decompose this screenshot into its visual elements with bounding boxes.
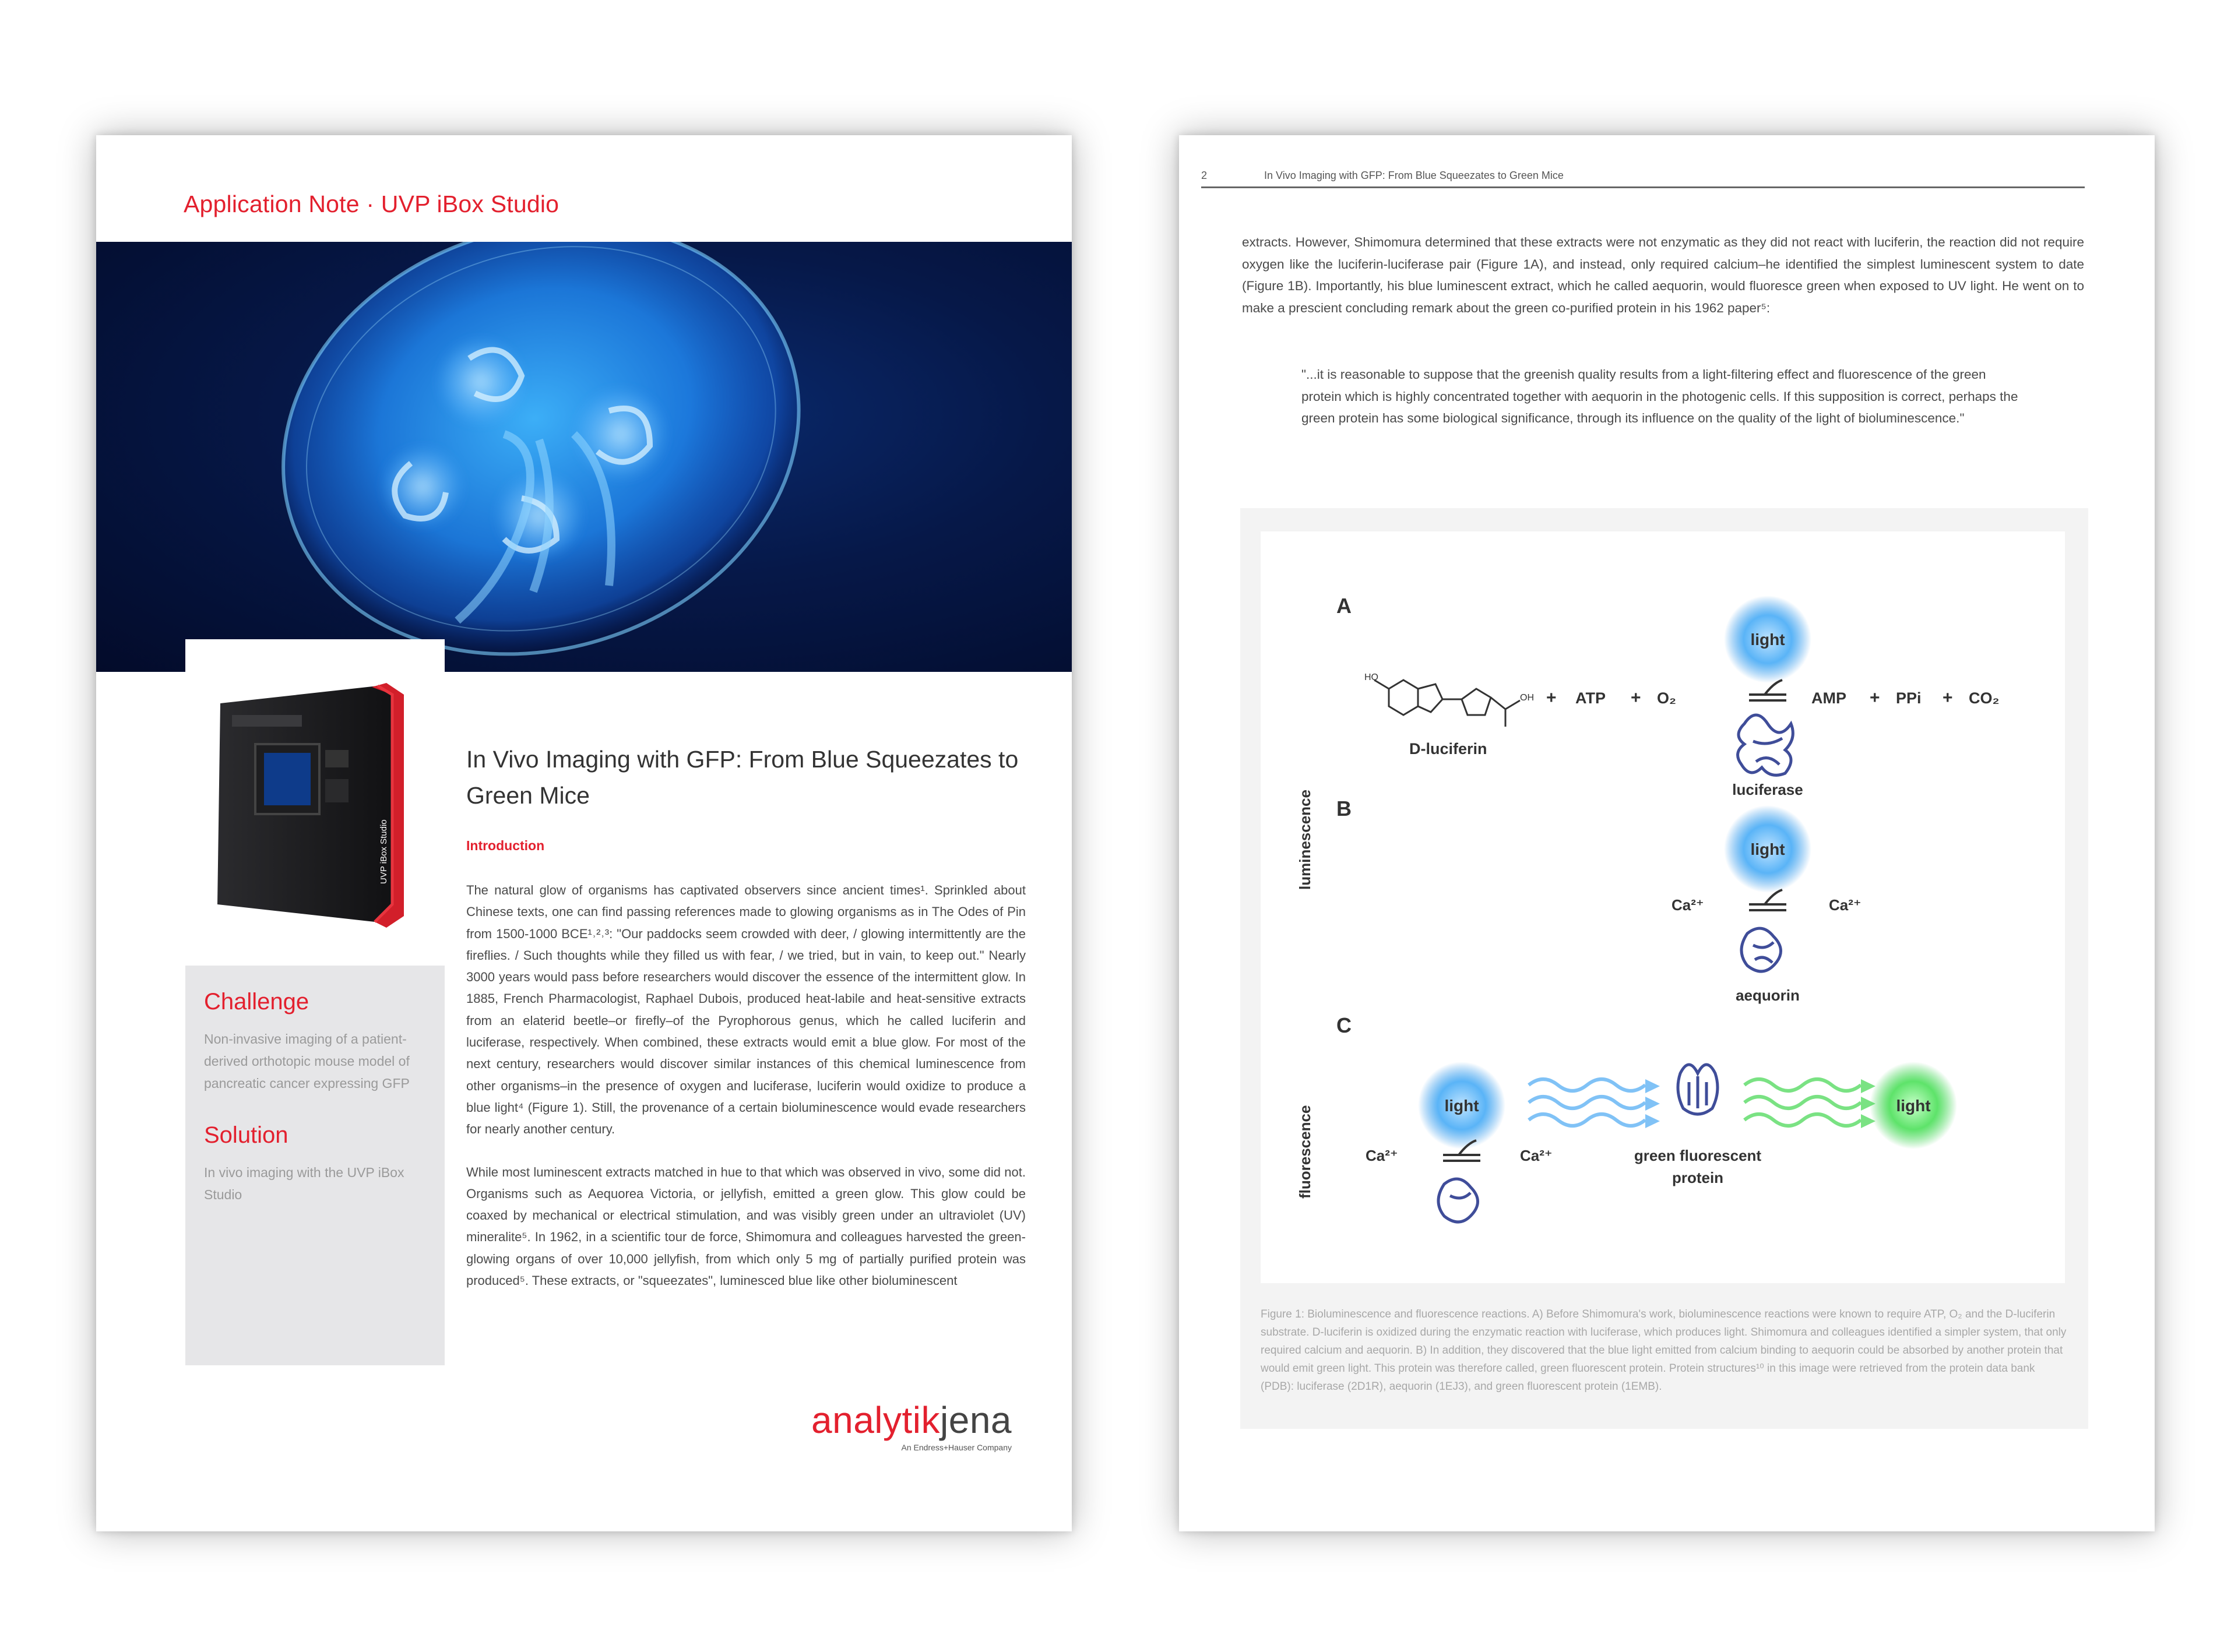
light-label: light	[1750, 840, 1785, 858]
jellyfish-hero-image	[96, 242, 1072, 672]
calcium-label: Ca²⁺	[1520, 1147, 1553, 1164]
ho-label: HO	[1364, 672, 1378, 682]
figure-1-caption: Figure 1: Bioluminescence and fluorescence reactions. A) Before Shimomura's work, bioluminescence reactions were known to require ATP, O₂ and the D-luciferin substrate. D-luciferin is oxidized during the enzymatic reaction with luciferase, which produces light. Shimomura and colleagues identified a simpler system, that only required calcium and aequorin. B) In addition, they discovered that the blue light emitted from calcium binding to aequorin could be absorbed by another protein that would emit green light. This protein was therefore called, green fluorescent protein. Protein structures¹⁰ in this image were retrieved from the protein data bank (PDB): luciferase (2D1R), aequorin (1EJ3), and green fluorescent protein (1EMB).	[1261, 1308, 2067, 1393]
logo-jena: jena	[940, 1399, 1012, 1441]
jellyfish-illustration	[96, 242, 1072, 672]
panel-a-label: A	[1336, 594, 1352, 618]
article-body	[466, 741, 1026, 1312]
logo-analytik: analytik	[811, 1399, 940, 1441]
plus-sign: +	[1631, 688, 1641, 707]
uvp-ibox-product-photo	[185, 639, 445, 966]
solution-text: In vivo imaging with the UVP iBox Studio	[204, 1165, 404, 1202]
reaction-arrow-icon	[1749, 890, 1786, 910]
plus-sign: +	[1943, 688, 1953, 707]
ppi-label: PPi	[1896, 689, 1922, 707]
analytik-jena-logo	[811, 1400, 1012, 1452]
figure-1	[1240, 508, 2088, 1429]
product-side-label: UVP iBox Studio	[379, 819, 389, 884]
luciferase-protein-icon	[1738, 715, 1793, 775]
logo-tagline: An Endress+Hauser Company	[901, 1443, 1012, 1452]
gfp-protein-icon	[1678, 1065, 1718, 1114]
light-label: light	[1896, 1097, 1931, 1115]
d-luciferin-label: D-luciferin	[1409, 740, 1487, 758]
calcium-label: Ca²⁺	[1829, 896, 1862, 914]
document-page-1	[96, 135, 1072, 1531]
d-luciferin-structure-icon	[1374, 680, 1520, 727]
co2-label: CO₂	[1969, 689, 2000, 707]
intro-paragraph-2: While most luminescent extracts matched in hue to that which was observed in vivo, some did not. Organisms such as Aequorea Victoria, or jellyfish, emitted a green glow. This glow could be coaxed by mechanical or electrical stimulation, and was visibly green under an ultraviolet (UV) mineralite⁵. In 1962, in a scientific tour de force, Shimomura and colleagues harvested the green-glowing organs of over 10,000 jellyfish, from which only 5 mg of partially purified protein was produced⁵. These extracts, or "squeezates", luminesced blue like other bioluminescent	[466, 1164, 1026, 1288]
challenge-heading: Challenge	[204, 989, 309, 1015]
calcium-label: Ca²⁺	[1672, 896, 1704, 914]
figure-1-diagram	[1261, 531, 2065, 1283]
light-label: light	[1444, 1097, 1479, 1115]
running-header	[1201, 161, 2085, 188]
aequorin-protein-icon	[1741, 928, 1781, 971]
luminescence-side-label: luminescence	[1296, 790, 1314, 890]
panel-c-label: C	[1336, 1013, 1352, 1037]
calcium-label: Ca²⁺	[1366, 1147, 1398, 1164]
running-title: In Vivo Imaging with GFP: From Blue Squeezates to Green Mice	[1264, 170, 1564, 181]
o2-label: O₂	[1657, 689, 1676, 707]
document-page-2	[1179, 135, 2155, 1531]
page2-paragraph: extracts. However, Shimomura determined that these extracts were not enzymatic as they did not react with luciferin, the reaction did not require oxygen like the luciferin-luciferase pair (Figure 1A), and instead, only required calcium–he identified the simplest luminescent system to date (Figure 1B). Importantly, his blue luminescent extract, which he called aequorin, would fluoresce green when exposed to UV light. He went on to make a prescient concluding remark about the green co-purified protein in his 1962 paper⁵:	[1242, 235, 2084, 315]
article-title: In Vivo Imaging with GFP: From Blue Squeezates to Green Mice	[466, 746, 1019, 809]
challenge-solution-panel	[185, 966, 445, 1365]
intro-paragraph-1: The natural glow of organisms has captivated observers since ancient times¹. Sprinkled about Chinese texts, one can find passing references made to glowing organisms as in The Odes of Pin from 1500-1000 BCE¹˒²˒³: "Our paddocks seem crowded with deer, / glowing intermittently are the fireflies. / Such thoughts while they filled us with fear, / we tried, but in vain, to keep out." Nearly 3000 years would pass before researchers would discover the essence of the intermittent glow. In 1885, French Pharmacologist, Raphael Dubois, produced heat-labile and heat-sensitive extracts from an elaterid beetle–or firefly–of the Pyrophorous genus, which he called luciferin and luciferase, respectively. When combined, these extracts would emit a blue glow. For most of the next century, researchers would discover similar instances of this chemical luminescence from other organisms–in the presence of oxygen and luciferase, luciferin would oxidize to produce a blue light⁴ (Figure 1). Still, the provenance of a certain bioluminescence would evade researchers for nearly another century.	[466, 883, 1026, 1137]
oh-label: OH	[1520, 693, 1534, 703]
solution-heading: Solution	[204, 1122, 288, 1148]
page-number: 2	[1201, 170, 1208, 181]
atp-label: ATP	[1575, 689, 1606, 707]
green-light-wave-icon	[1744, 1079, 1875, 1128]
gfp-label-line1: green fluorescent	[1634, 1147, 1762, 1164]
challenge-text: Non-invasive imaging of a patient-derived orthotopic mouse model of pancreatic cancer expressing GFP	[204, 1031, 410, 1091]
reaction-arrow-icon	[1749, 680, 1786, 700]
gfp-label-line2: protein	[1672, 1169, 1724, 1186]
plus-sign: +	[1870, 688, 1880, 707]
blue-light-wave-icon	[1529, 1079, 1660, 1128]
shimomura-quote: "...it is reasonable to suppose that the greenish quality results from a light-filtering effect and fluorescence of the green protein which is highly concentrated together with aequorin in the photogenic cells. If this supposition is correct, perhaps the green protein has some biological significance, through its influence on the quality of the light of bioluminescence."	[1301, 367, 2018, 425]
panel-b-label: B	[1336, 797, 1352, 820]
application-note-header: Application Note · UVP iBox Studio	[184, 191, 560, 217]
luciferase-label: luciferase	[1732, 781, 1803, 798]
aequorin-label: aequorin	[1736, 987, 1800, 1004]
fluorescence-side-label: fluorescence	[1296, 1105, 1314, 1199]
light-label: light	[1750, 630, 1785, 649]
aequorin-protein-icon	[1438, 1179, 1478, 1222]
amp-label: AMP	[1811, 689, 1846, 707]
plus-sign: +	[1546, 688, 1557, 707]
introduction-heading: Introduction	[466, 838, 545, 853]
continued-text	[1242, 231, 2084, 319]
